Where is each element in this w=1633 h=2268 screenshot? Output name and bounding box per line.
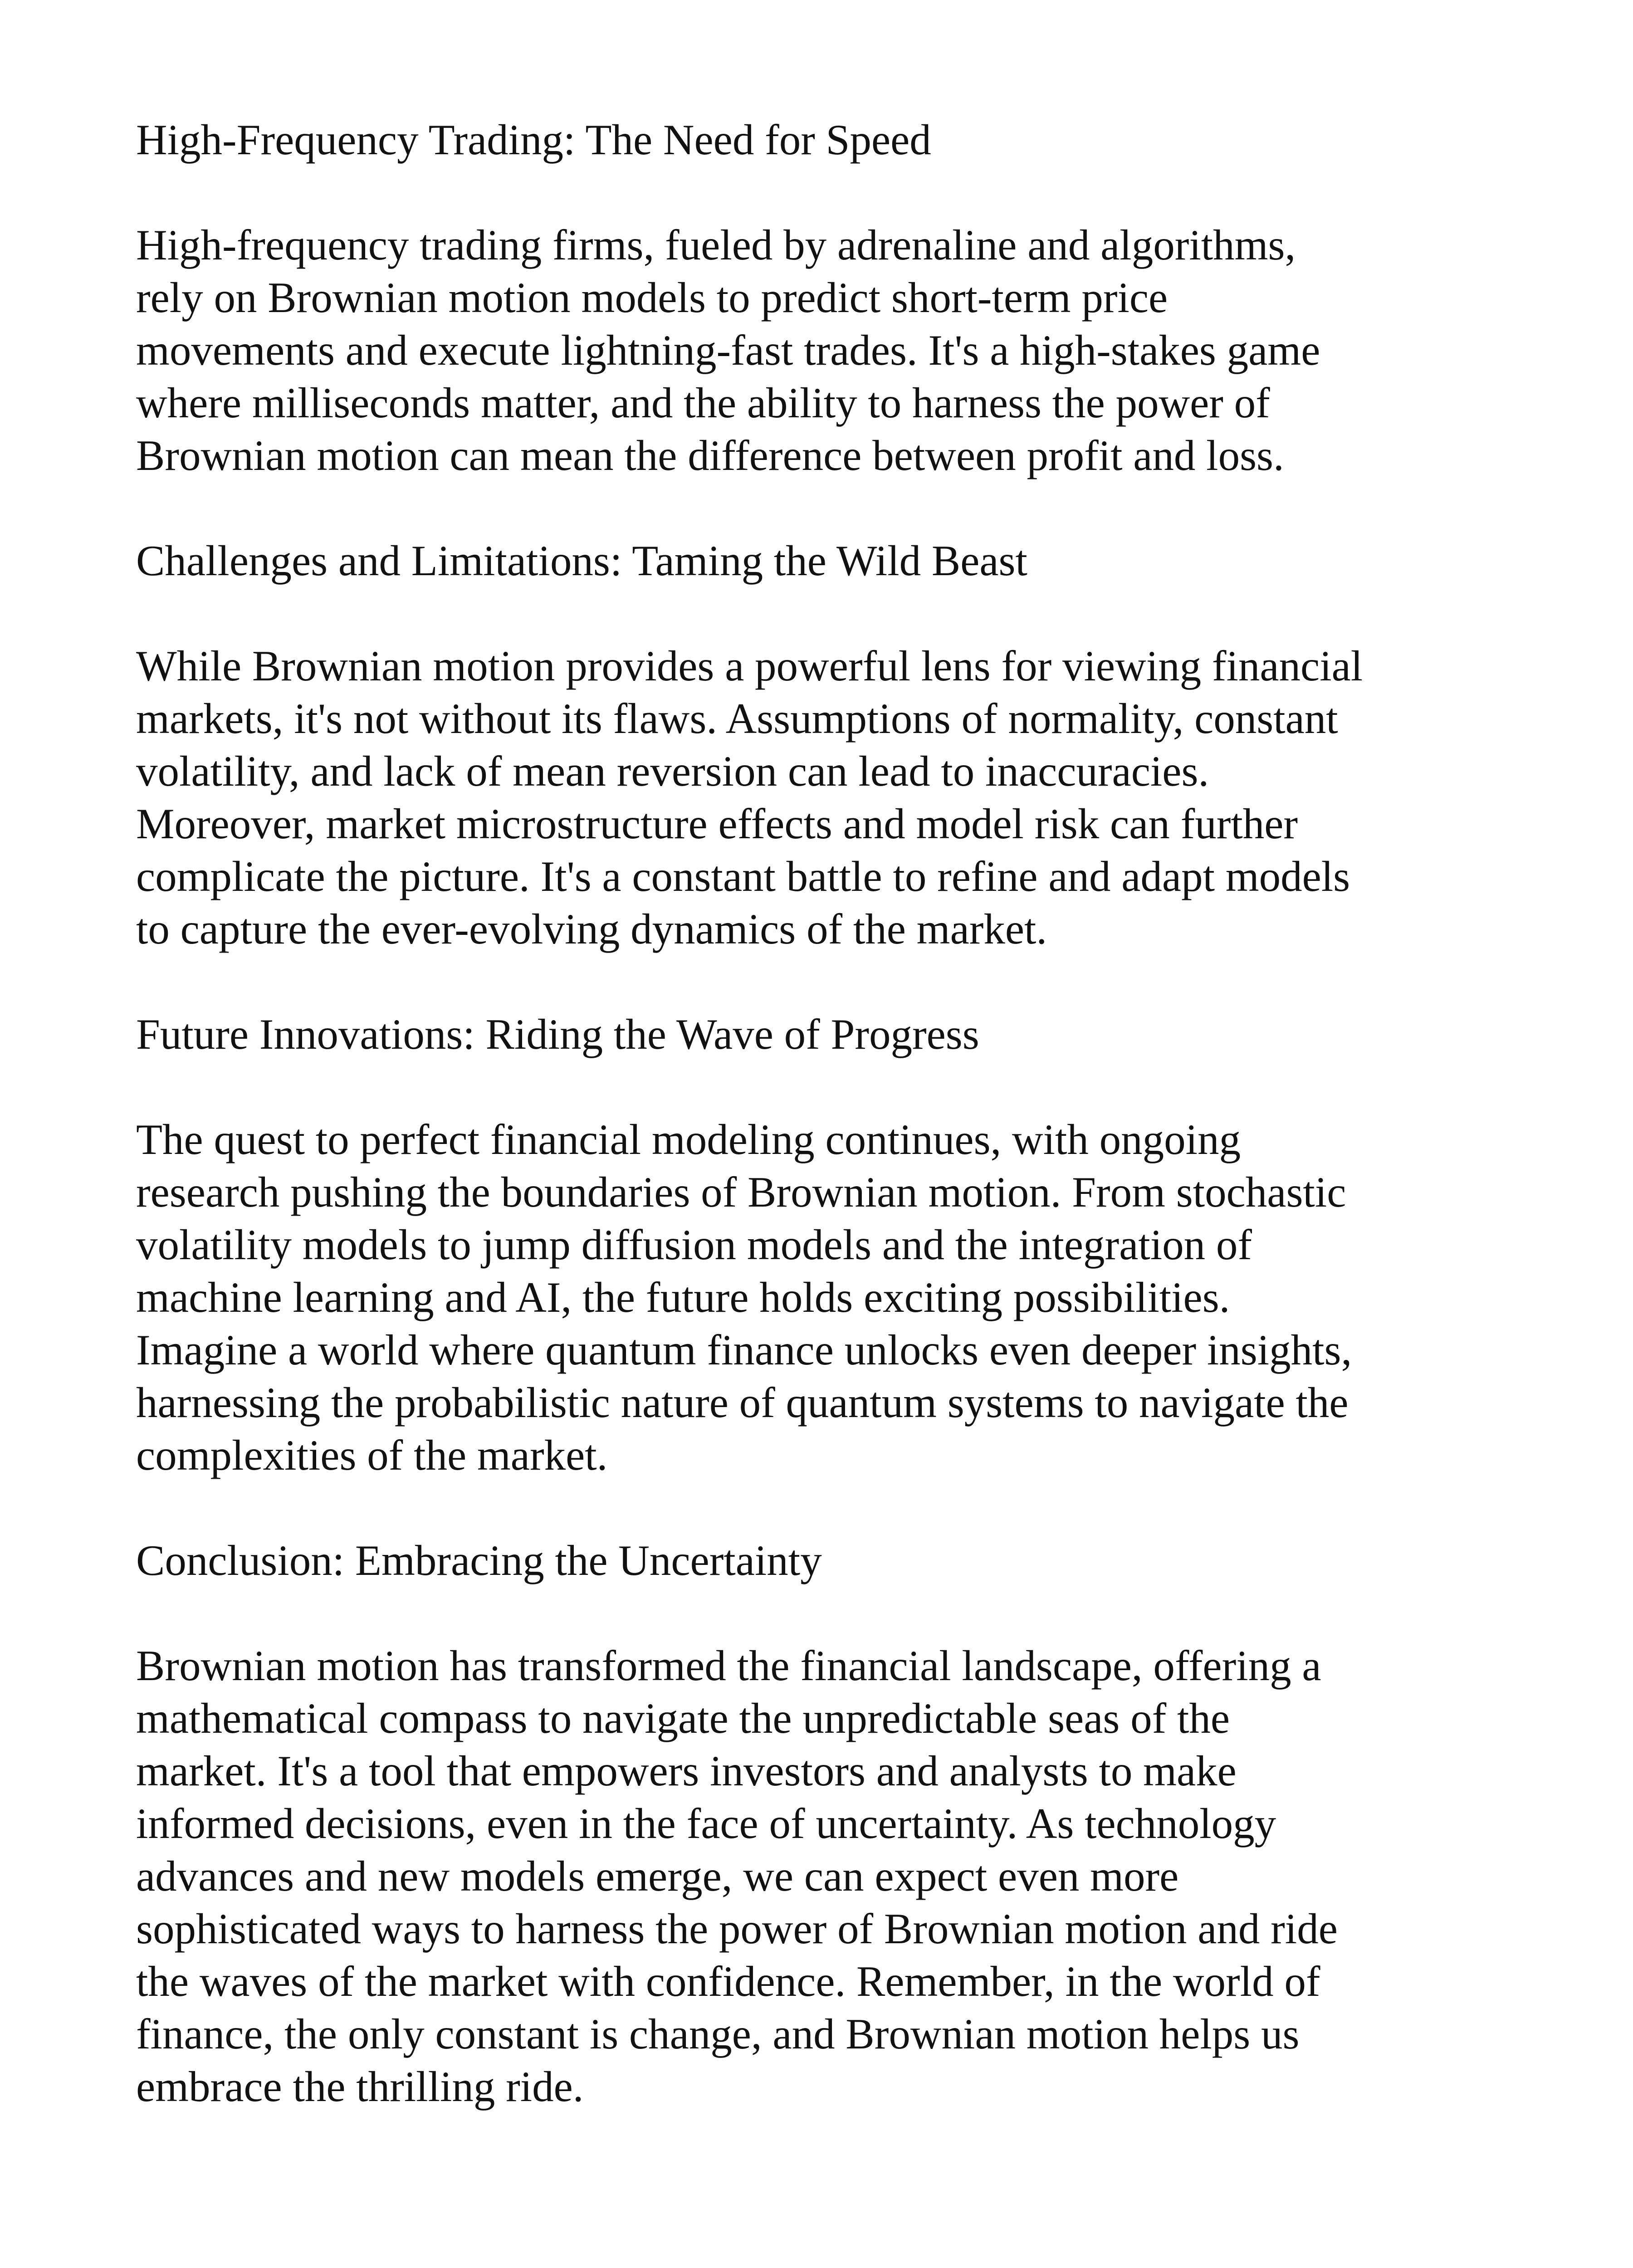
section-heading-high-frequency-trading: High-Frequency Trading: The Need for Speed	[136, 116, 931, 164]
paragraph-line: informed decisions, even in the face of uncertainty. As technology	[136, 1799, 1276, 1848]
paragraph-line: The quest to perfect financial modeling continues, with ongoing	[136, 1115, 1241, 1163]
paragraph-line: sophisticated ways to harness the power of Brownian motion and ride	[136, 1905, 1338, 1953]
paragraph-line: to capture the ever-evolving dynamics of the market.	[136, 905, 1047, 953]
paragraph-challenges-limitations	[136, 640, 1497, 955]
paragraph-line: Brownian motion has transformed the financial landscape, offering a	[136, 1642, 1321, 1690]
paragraph-line: advances and new models emerge, we can expect even more	[136, 1852, 1179, 1900]
paragraph-line: High-frequency trading firms, fueled by adrenaline and algorithms,	[136, 221, 1296, 269]
paragraph-line: volatility models to jump diffusion models and the integration of	[136, 1221, 1252, 1269]
section-heading-conclusion: Conclusion: Embracing the Uncertainty	[136, 1536, 822, 1584]
paragraph-line: markets, it's not without its flaws. Assumptions of normality, constant	[136, 694, 1338, 743]
paragraph-line: market. It's a tool that empowers investors and analysts to make	[136, 1747, 1237, 1795]
paragraph-line: the waves of the market with confidence. Remember, in the world of	[136, 1957, 1320, 2005]
paragraph-line: movements and execute lightning-fast trades. It's a high-stakes game	[136, 326, 1320, 374]
section-heading-challenges-limitations: Challenges and Limitations: Taming the Wild Beast	[136, 537, 1027, 585]
paragraph-line: harnessing the probabilistic nature of quantum systems to navigate the	[136, 1378, 1349, 1427]
paragraph-conclusion	[136, 1639, 1497, 2113]
paragraph-line: mathematical compass to navigate the unpredictable seas of the	[136, 1694, 1230, 1742]
paragraph-line: research pushing the boundaries of Brownian motion. From stochastic	[136, 1168, 1346, 1216]
paragraph-line: finance, the only constant is change, and Brownian motion helps us	[136, 2010, 1300, 2058]
paragraph-line: rely on Brownian motion models to predict short-term price	[136, 274, 1168, 322]
paragraph-line: where milliseconds matter, and the ability to harness the power of	[136, 379, 1270, 427]
document-body	[136, 113, 1497, 2165]
paragraph-future-innovations	[136, 1113, 1497, 1481]
paragraph-line: complicate the picture. It's a constant battle to refine and adapt models	[136, 852, 1350, 900]
paragraph-line: volatility, and lack of mean reversion can lead to inaccuracies.	[136, 747, 1209, 795]
paragraph-line: Moreover, market microstructure effects and model risk can further	[136, 800, 1298, 848]
section-heading-future-innovations: Future Innovations: Riding the Wave of Progress	[136, 1010, 979, 1058]
paragraph-line: Imagine a world where quantum finance unlocks even deeper insights,	[136, 1326, 1352, 1374]
paragraph-line: While Brownian motion provides a powerful lens for viewing financial	[136, 642, 1363, 690]
paragraph-line: complexities of the market.	[136, 1431, 608, 1479]
paragraph-high-frequency-trading	[136, 219, 1497, 482]
paragraph-line: machine learning and AI, the future holds exciting possibilities.	[136, 1273, 1230, 1321]
paragraph-line: embrace the thrilling ride.	[136, 2063, 584, 2111]
paragraph-line: Brownian motion can mean the difference between profit and loss.	[136, 431, 1284, 479]
